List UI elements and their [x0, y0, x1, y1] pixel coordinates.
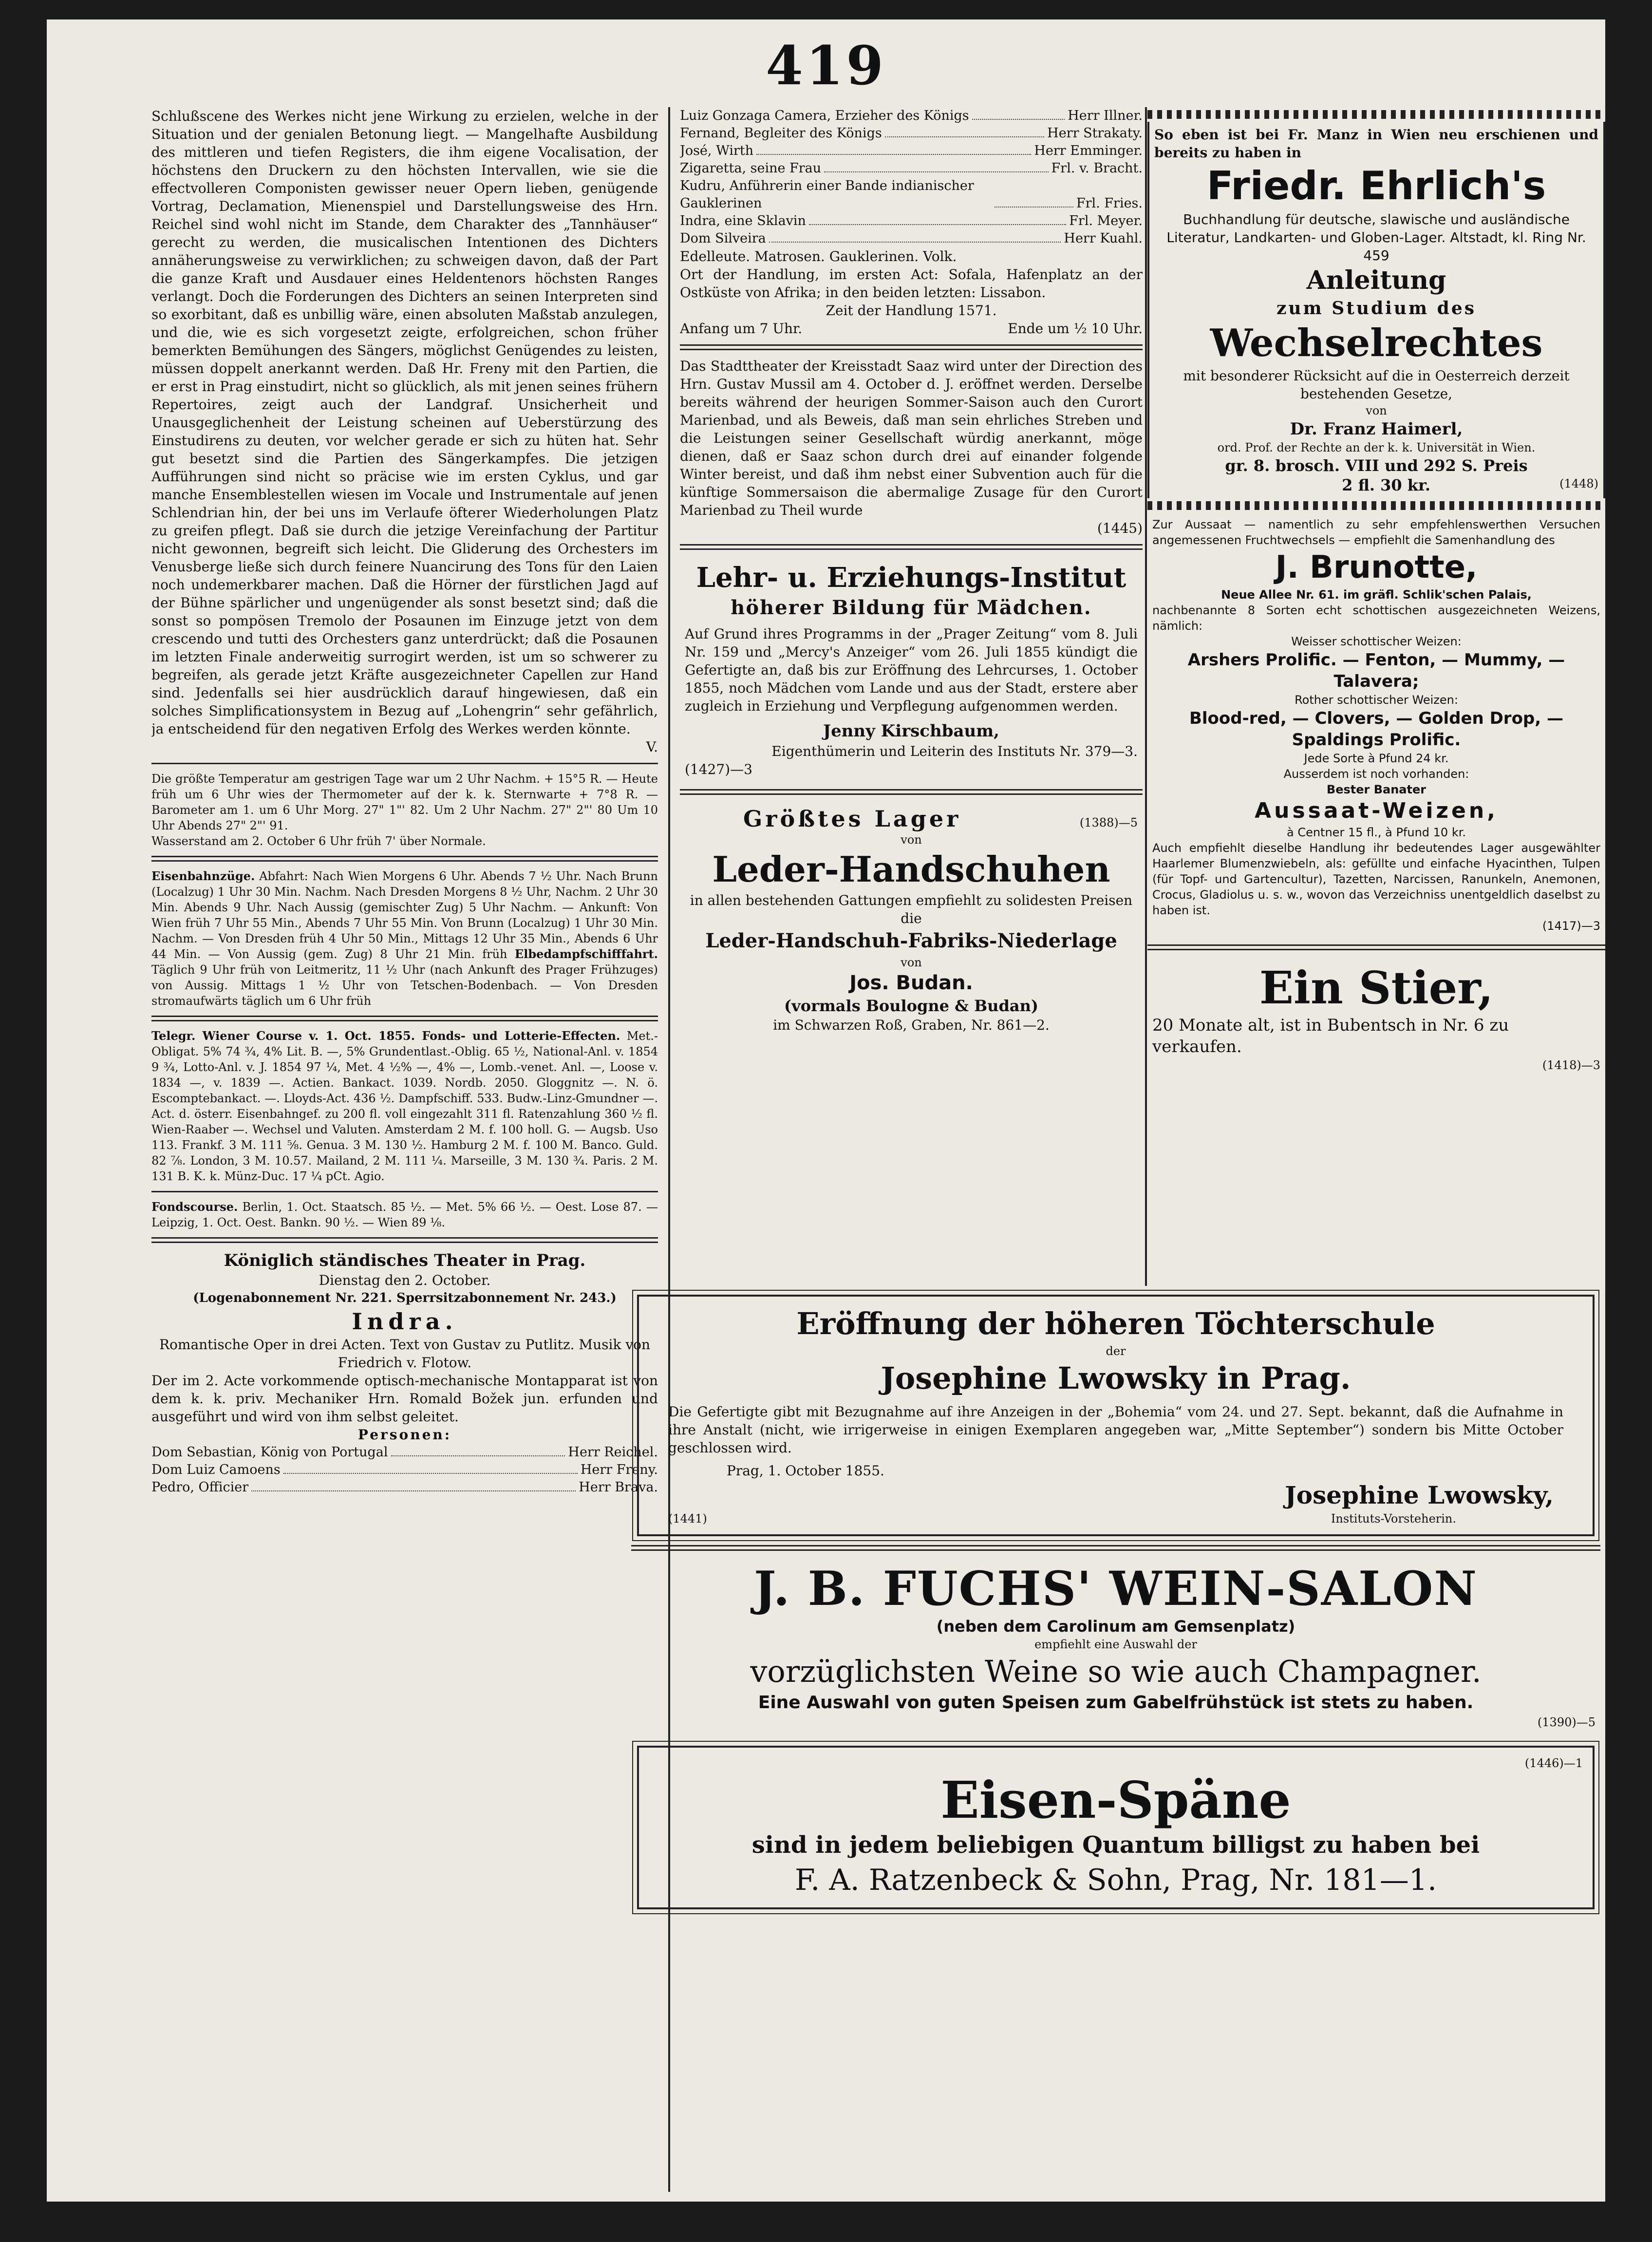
white-wheat-heading: Weisser schottischer Weizen:: [1291, 635, 1462, 648]
gloves-heading: Größtes Lager: [743, 806, 961, 832]
cast-role: Dom Sebastian, König von Portugal: [151, 1445, 388, 1460]
column-right: [1147, 107, 1605, 1320]
book-title-1: Anleitung: [1306, 265, 1446, 295]
institut-subtitle: höherer Bildung für Mädchen.: [731, 596, 1092, 619]
ornament-border: [1147, 110, 1605, 119]
cast-row: [151, 1479, 658, 1496]
leader-dots: [391, 1444, 565, 1456]
institut-signature-title: Eigenthümerin und Leiterin des Instituts Nr. 379—3.: [771, 743, 1138, 759]
leader-dots: [972, 107, 1065, 120]
seed-best: Bester Banater: [1326, 783, 1427, 796]
cast-actor: Frl. v. Bracht.: [1051, 161, 1143, 176]
iron-ad: [637, 1746, 1595, 1909]
wine-number: (1390)—5: [1537, 1715, 1596, 1729]
time-of-action: Zeit der Handlung 1571.: [826, 302, 997, 319]
stier-number: (1418)—3: [1542, 1058, 1600, 1072]
review-signature: V.: [646, 739, 658, 755]
cast-role: Dom Silveira: [680, 231, 766, 246]
book-price-row: [1154, 476, 1598, 494]
cast-role: Kudru, Anführerin einer Bande indianischer Gauklerinen: [680, 178, 974, 211]
opera-title: Indra.: [352, 1308, 458, 1335]
divider: [680, 789, 1143, 795]
book-von: von: [1366, 404, 1387, 417]
gloves-address: im Schwarzen Roß, Graben, Nr. 861—2.: [773, 1017, 1050, 1033]
divider: [151, 763, 658, 764]
cast-actor: Herr Strakaty.: [1047, 126, 1143, 141]
cast-row: [680, 177, 1143, 212]
leader-dots: [756, 142, 1031, 155]
gloves-text: in allen bestehenden Gattungen empfiehlt zu solidesten Preisen die: [690, 892, 1133, 926]
saaz-notice-number: (1445): [1097, 520, 1143, 536]
divider: [151, 1237, 658, 1243]
column-left: [151, 107, 658, 2055]
fonds-heading: Fondscourse.: [151, 1200, 238, 1214]
seed-intro: Zur Aussaat — namentlich zu sehr empfehlenswerthen Versuchen angemessenen Fruchtwechsels — empfiehlt die Samenhandlung des: [1152, 518, 1600, 547]
cast-role: Luiz Gonzaga Camera, Erzieher des Königs: [680, 108, 969, 123]
wine-location: (neben dem Carolinum am Gemsenplatz): [936, 1617, 1295, 1636]
leader-dots: [809, 212, 1066, 225]
institut-number: (1427)—3: [685, 761, 752, 777]
cast-role: Pedro, Officier: [151, 1480, 249, 1495]
cast-row: [680, 142, 1143, 160]
cast-extras: Edelleute. Matrosen. Gauklerinen. Volk.: [680, 248, 957, 264]
iron-number: (1446)—1: [1524, 1756, 1583, 1770]
cast-row: [680, 212, 1143, 230]
column-middle: [680, 107, 1143, 1320]
telegraph-values: Met.-Obligat. 5% 74 ¾, 4% Lit. B. —, 5% Grundentlast.-Oblig. 65 ½, National-Anl. v. 1854 9 ¾, Lotto-Anl. v. J. 1854 97 ¼, Met. 4 ½% —, 4% —, Lomb.-venet. Anl. —, Loose v. 1834 —, v. 1839 —. Actien. Bankact. 1039. Nordb. 2050. Gloggnitz —. N. ö. Escomptebankact. —. Lloyds-Act. 436 ½. Dampfschiff. 533. Budw.-Linz-Gmundner —. Act. d. österr. Eisenbahngef. zu 200 fl. voll eingezahlt 311 fl. Ratenzahlung 360 ½ fl. Wien-Raaber —. Wechsel und Valuten. Amsterdam 2 M. f. 100 holl. G. — Augsb. Uso 113. Frankf. 3 M. 111 ⅝. Genua. 3 M. 130 ½. Hamburg 2 M. f. 100 M. Banco. Guld. 82 ⅞. London, 3 M. 10.57. Mailand, 2 M. 111 ¼. Marseille, 3 M. 130 ¾. Paris. 2 M. 131 B. K. k. Münz-Duc. 17 ¼ pCt. Agio.: [151, 1029, 658, 1183]
leader-dots: [824, 160, 1048, 172]
seed-name: J. Brunotte,: [1275, 549, 1478, 585]
wine-title: J. B. FUCHS' WEIN-SALON: [753, 1561, 1478, 1616]
railway-block: [151, 868, 658, 1009]
cast-role: Dom Luiz Camoens: [151, 1462, 281, 1477]
school-number: (1441): [668, 1512, 707, 1526]
gloves-von: von: [901, 833, 922, 847]
white-wheat-varieties: Arshers Prolific. — Fenton, — Mummy, — Talavera;: [1187, 650, 1565, 691]
seed-wheat-title: Aussaat-Weizen,: [1255, 798, 1498, 823]
railway-heading: Eisenbahnzüge.: [151, 869, 255, 883]
wine-selection: vorzüglichsten Weine so wie auch Champagner.: [750, 1654, 1482, 1689]
school-signature: Josephine Lwowsky,: [1285, 1481, 1554, 1509]
wide-ads-section: [631, 1286, 1600, 2182]
spacer: [1154, 476, 1213, 494]
iron-text: sind in jedem beliebigen Quantum billigst zu haben bei: [751, 1831, 1480, 1859]
book-title-2: zum Studium des: [1276, 298, 1477, 319]
bulbs-text: Auch empfiehlt dieselbe Handlung ihr bedeutendes Lager ausgewählter Haarlemer Blumenzwiebeln, als: gefüllte und einfache Hyacinthen, Tulpen (für Topf- und Gartencultur), Tazetten, Narcissen, Ranunkeln, Anemonen, Crocus, Gladiolus u. s. w., wovon das Verzeichniss unentgeldlich daselbst zu haben ist.: [1152, 841, 1600, 917]
school-date: Prag, 1. October 1855.: [727, 1463, 884, 1479]
school-der: der: [1106, 1344, 1126, 1358]
gloves-von-2: von: [901, 956, 922, 969]
gloves-head-row: [685, 806, 1138, 832]
leader-dots: [995, 177, 1073, 207]
cast-row: [151, 1444, 658, 1461]
newspaper-page: [47, 19, 1605, 2202]
persons-heading: Personen:: [357, 1427, 452, 1443]
school-name: Josephine Lwowsky in Prag.: [881, 1360, 1351, 1396]
divider: [151, 856, 658, 862]
ehrlich-shop: Buchhandlung für deutsche, slawische und ausländische Literatur, Landkarten- und Globen-Lager. Altstadt, kl. Ring Nr. 459: [1166, 211, 1586, 264]
gloves-firm: Leder-Handschuh-Fabriks-Niederlage: [705, 929, 1117, 952]
wine-ad: [631, 1558, 1600, 1734]
cast-actor: Frl. Meyer.: [1069, 213, 1143, 228]
institut-ad: [680, 557, 1143, 782]
gloves-name: Jos. Budan.: [849, 972, 973, 994]
leader-dots: [885, 125, 1044, 137]
seed-text: nachbenannte 8 Sorten echt schottischen ausgezeichneten Weizens, nämlich:: [1152, 603, 1600, 633]
telegraph-courses: [151, 1028, 658, 1184]
theatre-title: Königlich ständisches Theater in Prag.: [224, 1251, 586, 1270]
ehrlich-ad: [1147, 122, 1605, 498]
ehrlich-number: (1448): [1559, 477, 1598, 490]
cast-row: [680, 107, 1143, 125]
book-price: 2 fl. 30 kr.: [1342, 476, 1431, 494]
divider: [151, 1191, 658, 1192]
stier-title: Ein Stier,: [1259, 961, 1494, 1014]
book-title-3: Wechselrechtes: [1210, 321, 1543, 365]
cast-actor: Frl. Fries.: [1076, 196, 1143, 211]
saaz-notice: Das Stadttheater der Kreisstadt Saaz wird unter der Direction des Hrn. Gustav Mussil am 4. October d. J. eröffnet werden. Derselbe bereits während der heurigen Sommer-Saison auch den Curort Marienbad, und als Beweis, daß man sein ehrliches Streben und die Leistungen seiner Gesellschaft würdig anerkannt, möge dienen, daß er Saaz schon durch drei auf einander folgende Winter bereist, und daß ihm nebst einer Subvention auch für die künftige Sommersaison die abermalige Zusage für den Curort Marienbad zu Theil wurde: [680, 358, 1143, 518]
end-time: Ende um ½ 10 Uhr.: [1008, 320, 1143, 337]
leader-dots: [283, 1461, 578, 1474]
cast-actor: Herr Freny.: [580, 1462, 658, 1477]
gloves-title: Leder-Handschuhen: [712, 848, 1110, 890]
cast-actor: Herr Brava.: [579, 1480, 658, 1495]
telegraph-heading: Telegr. Wiener Course v. 1. Oct. 1855. Fonds- und Lotterie-Effecten.: [151, 1029, 620, 1043]
cast-role: Fernand, Begleiter des Königs: [680, 126, 882, 141]
school-ad: [637, 1295, 1595, 1536]
cast-role: Zigaretta, seine Frau: [680, 161, 822, 176]
gloves-former: (vormals Boulogne & Budan): [784, 997, 1038, 1015]
institut-signature: Jenny Kirschbaum,: [823, 721, 1000, 741]
school-signature-title: Instituts-Vorsteherin.: [1331, 1512, 1456, 1526]
book-author: Dr. Franz Haimerl,: [1290, 419, 1463, 439]
cast-row: [680, 230, 1143, 247]
cast-actor: Herr Reichel.: [568, 1445, 658, 1460]
iron-title: Eisen-Späne: [940, 1770, 1291, 1830]
opera-subtitle: Romantische Oper in drei Acten. Text von Gustav zu Putlitz. Musik von Friedrich v. Flotow.: [159, 1337, 651, 1371]
cast-row: [151, 1461, 658, 1479]
steamship-heading: Elbedampfschifffahrt.: [514, 947, 658, 961]
wine-food: Eine Auswahl von guten Speisen zum Gabelfrühstück ist stets zu haben.: [758, 1693, 1474, 1713]
cast-role: Indra, eine Sklavin: [680, 213, 806, 228]
divider: [680, 344, 1143, 350]
cast-row: [680, 160, 1143, 177]
ehrlich-title: Friedr. Ehrlich's: [1206, 163, 1546, 208]
leader-dots: [251, 1479, 576, 1491]
school-title: Eröffnung der höheren Töchterschule: [796, 1306, 1435, 1341]
seed-ad: [1147, 513, 1605, 938]
tannhaeuser-review: Schlußscene des Werkes nicht jene Wirkung zu erzielen, welche in der Situation und der genialen Betonung liegt. — Mangelhafte Ausbildung des mittleren und tiefen Registers, die ihm eigene Vocalisation, der höchstens den Druckern zu den höchsten Intervallen, wie sie die effectvolleren Componisten gewisser neuer Opern lieben, genügende Vortrag, Declamation, Mienenspiel und Darstellungsweise des Hrn. Reichel sind wohl nicht im Stande, dem Charakter des „Tannhäuser“ gerecht zu werden, die musicalischen Intentionen des Dichters annäherungsweise zu verwirklichen; zu schweigen davon, daß der Part die ganze Kraft und Ausdauer eines Heldentenors höchsten Ranges verlangt. Doch die Forderungen des Dichters an seinen Interpreten sind so exorbitant, daß es unbillig wäre, einen absoluten Maßstab anzulegen, und die, wie es sich vorgesetzt zeigte, erfolgreichen, schon früher bemerkten Bemühungen des Sängers, möglichst Genügendes zu leisten, müssen doppelt anerkannt werden. Daß Hr. Freny mit den Partien, die er erst in Prag einstudirt, nicht so glücklich, als mit jenen seines frühern Repertoires, zeigt auch der Landgraf. Unsicherheit und Unausgeglichenheit der Leistung scheinen auf Ueberstürzung des Einstudirens zu deuten, vor welcher gerade er sich zu hüten hat. Sehr gut besetzt sind die Partien des Sängerkampfes. Die jetzigen Aufführungen sind nicht so präcise wie im ersten Cyklus, und gar manche Ensemblestellen wiesen im Vocale und Instrumentale auf jenen Schlendrian hin, der bei uns im Verlaufe öfterer Wiederholungen Platz zu greifen pflegt. Daß sie durch die jetzige Vereinfachung der Partitur nicht gewonnen, begreift sich leicht. Die Gliderung des Orchesters im Venusberge ließe sich durch feinere Nuancirung des Tons für den Laien noch undemerkbarer machen. Daß die Hörner der fürstlichen Jagd auf der Bühne spärlicher und ungenügender als sonst besetzt sind; daß die sonst so pompösen Tremolo der Posaunen im Einzuge jetzt von dem crescendo und tutti des Orchesters ganz unterdrückt; daß die Posaunen im letzten Finale anderweitig surrogirt werden, ist um so schwerer zu begreifen, als gerade jetzt Kräfte ausgezeichneter Capellen zur Hand sind. Jedenfalls sei hier ausdrücklich darauf hingewiesen, daß ein solches Simplificationsystem in Bezug auf „Lohengrin“ sehr gefährlich, ja entscheidend für den negativen Erfolg des Werkes werden könnte.: [151, 108, 658, 737]
theatre-abonnement: (Logenabonnement Nr. 221. Sperrsitzabonnement Nr. 243.): [193, 1291, 617, 1305]
water-level: Wasserstand am 2. October 6 Uhr früh 7' über Normale.: [151, 834, 486, 848]
seed-wheat-price: à Centner 15 fl., à Pfund 10 kr.: [1286, 826, 1466, 839]
seed-price: Jede Sorte à Pfund 24 kr.: [1304, 752, 1449, 765]
gloves-ad: [680, 802, 1143, 1038]
school-text: Die Gefertigte gibt mit Bezugnahme auf ihre Anzeigen in der „Bohemia“ vom 24. und 27. Sept. bekannt, daß die Aufnahme in ihre Anstalt (nicht, wie irrigerweise in einigen Exemplaren angegeben war, „Mitte September“) sondern bis Mitte October geschlossen wird.: [668, 1404, 1563, 1456]
ornament-border: [1147, 501, 1605, 510]
ehrlich-intro: So eben ist bei Fr. Manz in Wien neu erschienen und bereits zu haben in: [1154, 127, 1598, 161]
iron-number-row: [649, 1755, 1583, 1771]
cast-actor: Herr Kuahl.: [1064, 231, 1143, 246]
page-number: 419: [766, 34, 886, 97]
red-wheat-heading: Rother schottischer Weizen:: [1295, 693, 1458, 707]
divider: [1147, 944, 1605, 950]
leader-dots: [769, 230, 1061, 243]
seed-number: (1417)—3: [1542, 919, 1600, 933]
column-rule-2: [1145, 107, 1147, 1286]
school-footer: [668, 1511, 1563, 1526]
book-format: gr. 8. brosch. VIII und 292 S. Preis: [1225, 456, 1528, 475]
seed-also: Ausserdem ist noch vorhanden:: [1283, 767, 1469, 781]
opera-note: Der im 2. Acte vorkommende optisch-mechanische Montapparat ist von dem k. k. priv. Mechaniker Hrn. Romald Božek jun. erfunden und ausgeführt und wird von ihm selbst geleitet.: [151, 1373, 658, 1425]
cast-row: [680, 125, 1143, 142]
cast-actor: Herr Emminger.: [1034, 143, 1143, 158]
red-wheat-varieties: Blood-red, — Clovers, — Golden Drop, — Spaldings Prolific.: [1189, 709, 1564, 750]
place-of-action: Ort der Handlung, im ersten Act: Sofala, Hafenplatz an der Ostküste von Afrika; in den beiden letzten: Lissabon.: [680, 266, 1143, 301]
theatre-date: Dienstag den 2. October.: [319, 1272, 491, 1288]
institut-text: Auf Grund ihres Programms in der „Prager Zeitung“ vom 8. Juli Nr. 159 und „Mercy's Anzeiger“ vom 26. Juli 1855 kündigt die Gefertigte an, daß bis zur Eröffnung des Lehrcurses, 1. October 1855, noch Mädchen vom Lande und aus der Stadt, erstere aber zugleich in Erziehung und Verpflegung aufgenommen werden.: [685, 626, 1138, 714]
cast-role: José, Wirth: [680, 143, 754, 158]
divider: [151, 1016, 658, 1021]
gloves-number: (1388)—5: [1079, 816, 1138, 829]
iron-firm: F. A. Ratzenbeck & Sohn, Prag, Nr. 181—1.: [794, 1863, 1437, 1897]
wine-offer: empfiehlt eine Auswahl der: [1034, 1638, 1197, 1651]
stier-text: 20 Monate alt, ist in Bubentsch in Nr. 6 zu verkaufen.: [1152, 1016, 1509, 1056]
stier-ad: [1147, 957, 1605, 1077]
book-author-title: ord. Prof. der Rechte an der k. k. Universität in Wien.: [1217, 441, 1536, 454]
performance-times: [680, 320, 1143, 338]
book-subtitle: mit besonderer Rücksicht auf die in Oesterreich derzeit bestehenden Gesetze,: [1183, 368, 1570, 402]
railway-schedule: Abfahrt: Nach Wien Morgens 6 Uhr. Abends 7 ½ Uhr. Nach Brunn (Localzug) 1 Uhr 30 Min. Nachm. Nach Dresden Morgens 8 ½ Uhr, Nachm. 2 Uhr 30 Min. Abends 9 Uhr. Nach Aussig (gemischter Zug) 5 Uhr Nachm. — Ankunft: Von Wien früh 7 Uhr 55 Min., Abends 7 Uhr 55 Min. Von Brunn (Localzug) 1 Uhr 30 Min. Nachm. — Von Dresden früh 4 Uhr 50 Min., Mittags 12 Uhr 35 Min., Abends 6 Uhr 44 Min. — Von Aussig (gem. Zug) 8 Uhr 21 Min. früh: [151, 869, 658, 961]
divider: [631, 1545, 1600, 1551]
institut-title: Lehr- u. Erziehungs-Institut: [696, 562, 1126, 594]
fonds-values: Berlin, 1. Oct. Staatsch. 85 ½. — Met. 5% 66 ½. — Oest. Lose 87. — Leipzig, 1. Oct. Oest. Bankn. 90 ½. — Wien 89 ⅛.: [151, 1200, 658, 1229]
weather-report: Die größte Temperatur am gestrigen Tage war um 2 Uhr Nachm. + 15°5 R. — Heute früh um 6 Uhr wies der Thermometer auf der k. k. Sternwarte + 7°8 R. — Barometer am 1. um 6 Uhr Morg. 27" 1"' 82. Um 2 Uhr Nachm. 27" 2"' 80 Um 10 Uhr Abends 27" 2"' 91.: [151, 772, 658, 832]
seed-address: Neue Allee Nr. 61. im gräfl. Schlik'schen Palais,: [1221, 588, 1532, 602]
start-time: Anfang um 7 Uhr.: [680, 320, 803, 337]
steamship-schedule: Täglich 9 Uhr früh von Leitmeritz, 11 ½ Uhr (nach Ankunft des Prager Frühzuges) von Aussig. Mittags 1 ½ Uhr von Tetschen-Bodenbach. — Von Dresden stromaufwärts täglich um 6 Uhr früh: [151, 963, 658, 1008]
fonds-courses: [151, 1199, 658, 1230]
divider: [680, 544, 1143, 550]
cast-actor: Herr Illner.: [1068, 108, 1143, 123]
